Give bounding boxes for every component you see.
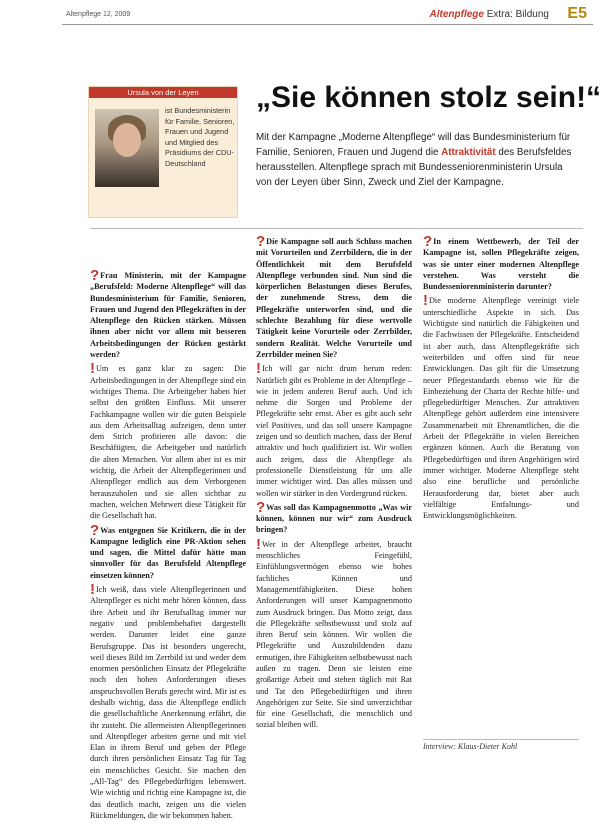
profile-title: Ursula von der Leyen — [89, 87, 237, 98]
answer-4: !Wer in der Altenpflege arbeitet, braucht menschliches Feingefühl, Einfühlungsvermögen ebenso wie hohes fachliches Können und Managementfähigkeiten. Diese hohen Anforderungen will unser Kampagnenmotto zum Ausdruck bringen. Das Motto zeigt, dass die Pflegekräfte selbstbewusst und stolz auf ihren Beruf sein können. Wir wollen die Pflegekräfte und Auszubildenden dazu ermutigen, ihre Fähigkeiten selbstbewusst nach außen zu tragen. Denn sie leisten eine großartige Arbeit und stehen täglich mit Rat und Tat den Pflegebedürftigen und ihren Angehörigen zur Seite. Sie sind unverzichtbar für eine Gesellschaft, die menschlich und sozial bleiben will. — [256, 535, 412, 730]
exclamation-mark-icon: ! — [256, 360, 261, 378]
question-4: ?Was soll das Kampagnenmotto „Was wir können, können nur wir“ zum Ausdruck bringen? — [256, 498, 412, 535]
exclamation-mark-icon: ! — [90, 360, 95, 378]
lede — [256, 130, 581, 190]
portrait-face — [113, 123, 141, 157]
column-3 — [423, 233, 579, 524]
section-name: Extra: Bildung — [486, 9, 549, 20]
column-1 — [90, 267, 246, 824]
section-label — [430, 9, 550, 20]
headline: „Sie können stolz sein!“ — [256, 81, 602, 114]
column-2 — [256, 233, 412, 734]
exclamation-mark-icon: ! — [423, 292, 428, 310]
question-5: ?In einem Wettbewerb, der Teil der Kampagne ist, sollen Pflegekräfte zeigen, was sie unter einer modernen Altenpflege verstehen. Was versteht die Bundesseniorenministerin darunter? — [423, 233, 579, 292]
brand-name: Altenpflege — [429, 9, 484, 20]
page-number: E5 — [567, 5, 587, 22]
exclamation-mark-icon: ! — [90, 581, 95, 599]
profile-box — [88, 86, 238, 218]
byline: Interview: Klaus-Dieter Kohl — [423, 739, 579, 751]
question-mark-icon: ? — [90, 521, 100, 539]
question-mark-icon: ? — [256, 498, 266, 516]
question-mark-icon: ? — [256, 233, 266, 250]
question-mark-icon: ? — [423, 233, 433, 250]
question-3: ?Die Kampagne soll auch Schluss machen mit Vorurteilen und Zerrbildern, die in der Öffentlichkeit mit dem Berufsfeld Altenpflege verbunden sind. Nun sind die körperlichen Belastungen dieses Berufes, der zunehmende Stress, dem die Pflegekräfte unterworfen sind, und die schlechte Bezahlung für diese wertvolle Tätigkeit keine Vorurteile oder Zerrbilder, sondern Realität. Welche Vorurteile und Zerrbilder meinen Sie? — [256, 233, 412, 359]
question-1: ?Frau Ministerin, mit der Kampagne „Berufsfeld: Moderne Altenpflege“ will das Bundesministerium für Familie, Senioren, Frauen und Jugend den Pflegekräften in der Altenpflege den Rücken stärken. Müssen ihnen aber nicht vor allem mit besseren Arbeitsbedingungen der Rücken gestärkt werden? — [90, 267, 246, 360]
header-rule — [62, 24, 593, 25]
profile-bio: ist Bundesministerin für Familie, Senioren, Frauen und Jugend und Mitglied des Präsidiums der CDU-Deutschland — [165, 106, 235, 168]
lede-text-end: des Berufsfeldes herausstellen. Altenpflege sprach mit Bundesseniorenministerin Ursula von der Leyen über Sinn, Zweck und Ziel der Kampagne. — [256, 147, 572, 188]
answer-2: !Ich weiß, dass viele Altenpflegerinnen und Altenpfleger es nicht mehr hören können, dass ihre Arbeit und ihr Berufsalltag immer nur negativ und problembehaftet dargestellt werden. Darunter leidet eine ganze Berufsgruppe. Das ist besonders ungerecht, weil dieses Bild im Zerrbild ist und weder dem enormen persönlichen Einsatz der Pflegekräfte noch den hohen Anforderungen dieses anspruchsvollen Berufs gerecht wird. Mir ist es deshalb wichtig, dass die Altenpflege endlich die gesellschaftliche Anerkennung erfährt, die ihr zusteht. Die allermeisten Altenpflegerinnen und Altenpfleger arbeiten gerne und mit viel Elan in ihrem Beruf und geben der Pflege durch ihren persönlichen Einsatz Tag für Tag ein menschliches Gesicht. Sie machen den „All-Tag“ des Pflegebedürftigen lebenswert. Wie wichtig und richtig eine Kampagne ist, die das deutlich macht, zeigen uns die vielen Rückmeldungen, die wir bekommen haben. — [90, 581, 246, 820]
lede-text-start: Mit der Kampagne „Moderne Altenpflege“ will das Bundesministerium für Familie, Senioren, Frauen und Jugend die — [256, 132, 571, 158]
answer-5: !Die moderne Altenpflege vereinigt viele unterschiedliche Aspekte in sich. Das Wichtigste sind natürlich die Fähigkeiten und die Fachwissen der Pflegekräfte. Entscheidend ist aber auch, dass Altenpflegekräfte sich weiterbilden und offen sind für neue Entwicklungen. Das gilt für die Umsetzung neuer Pflegestandards ebenso wie für die Einbeziehung der Charta der Rechte hilfe- und pflegebedürftiger Menschen. Zur attraktiven Altenpflege gehört außerdem eine intensivere Zusammenarbeit mit Ehrenamtlichen, die die Arbeit der Pflegekräfte in vielen Bereichen ergänzen können. Auch die Beratung von Pflegebedürftigen und ihren Angehörigen wird immer wichtiger. Moderne Altenpflege steht also eine berufliche und persönliche Herausforderung dar, bietet aber auch vielfältige Entfaltungs- und Entwicklungsmöglichkeiten. — [423, 292, 579, 521]
portrait-photo — [95, 109, 159, 187]
question-mark-icon: ? — [90, 267, 100, 284]
exclamation-mark-icon: ! — [256, 535, 261, 553]
issue-label: Altenpflege 12, 2009 — [66, 11, 131, 18]
question-2: ?Was entgegnen Sie Kritikern, die in der Kampagne lediglich eine PR-Aktion sehen und sagen, die Mittel dafür hätte man sinnvoller für das Berufsfeld Altenpflege einsetzen können? — [90, 521, 246, 580]
lede-highlight: Attraktivität — [441, 147, 496, 158]
answer-3: !Ich will gar nicht drum herum reden: Natürlich gibt es Probleme in der Altenpflege – wie in jedem anderen Beruf auch. Und ich nehme die Sorgen und Probleme der Pflegekräfte sehr ernst. Aber es gibt auch sehr viel Positives, und das soll unsere Kampagne zeigen und so deutlich machen, dass der Beruf attraktiv und hoch qualifiziert ist. Wir wollen auch zeigen, dass die Altenpflege als professionelle Dienstleistung für uns alle immer wichtiger wird. Das alles müssen und wollen wir stärker in den Vordergrund rücken. — [256, 360, 412, 498]
divider — [90, 228, 583, 229]
answer-1: !Um es ganz klar zu sagen: Die Arbeitsbedingungen in der Altenpflege sind ein wichtiges Thema. Die Arbeitgeber haben hier selbst den größten Einfluss. Mit unserer Fachkampagne wollen wir die guten Beispiele aus dem Arbeitsalltag aufzeigen, denn unter dem Strich profitieren alle davon: die Beschäftigten, die Arbeitgeber und natürlich die alten Menschen. Vor allem aber ist es mir wichtig, die Arbeit der Altenpflegerinnen und Altenpfleger endlich aus dem Verborgenen herauszuholen und sie allen sichtbar zu machen, welchen Mehrwert diese Tätigkeit für die Gesellschaft hat. — [90, 360, 246, 521]
